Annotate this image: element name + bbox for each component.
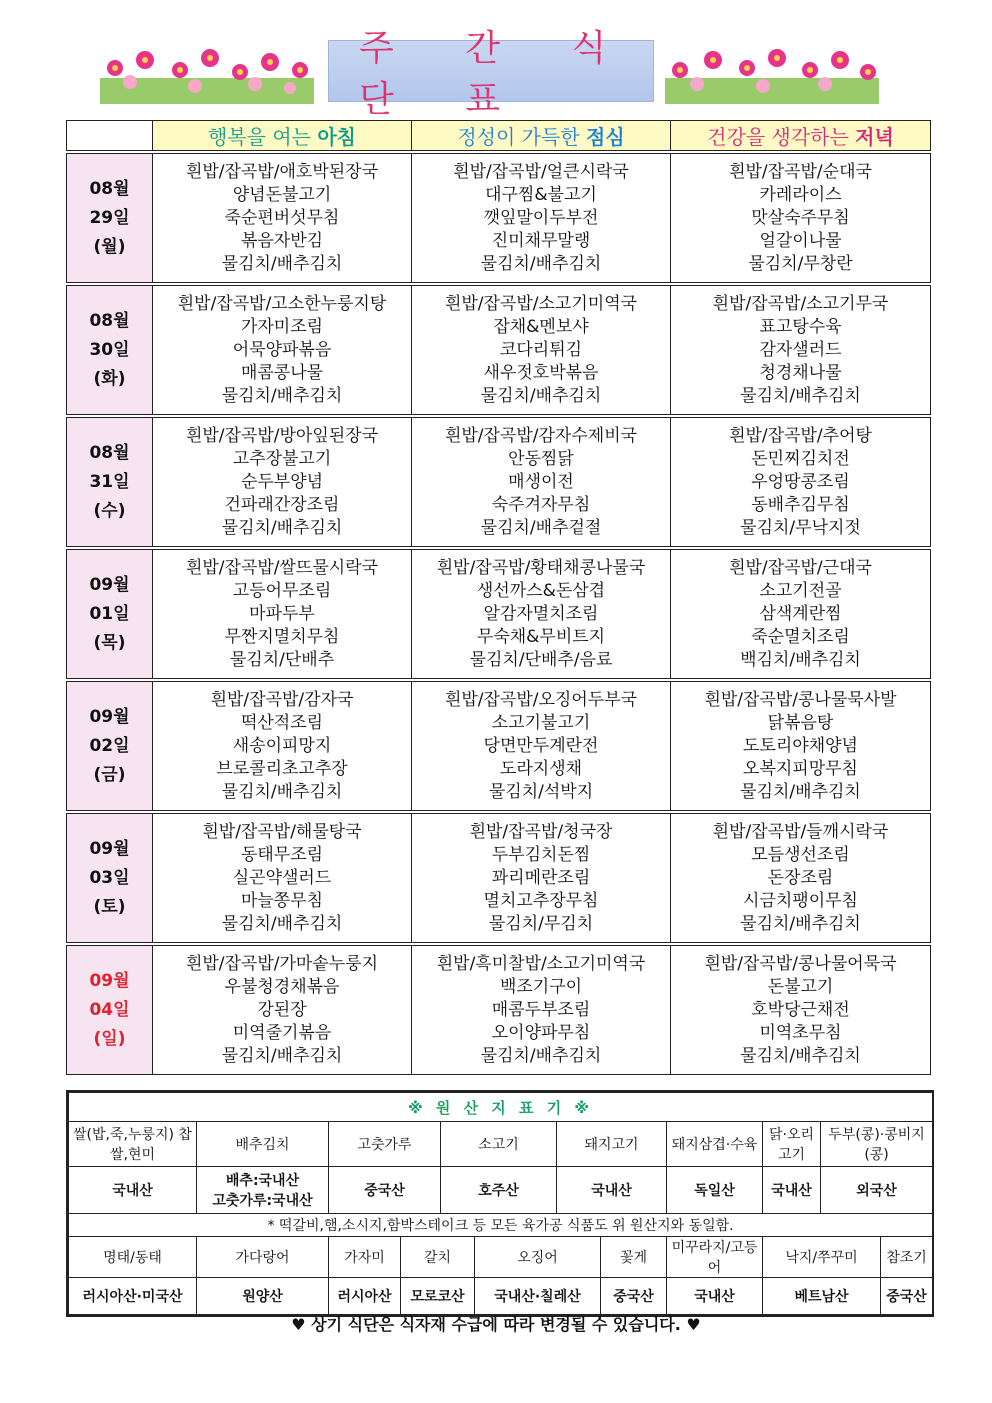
breakfast-header: 행복을 여는 아침 (153, 121, 412, 151)
origin-label: 소고기 (441, 1122, 557, 1167)
menu-item: 물김치/단배추/음료 (469, 649, 613, 670)
menu-item: 생선까스&돈삼겹 (476, 580, 606, 601)
menu-item: 흰밥/잡곡밥/감자수제비국 (444, 425, 638, 446)
menu-item: 흰밥/잡곡밥/해물탕국 (202, 821, 362, 842)
menu-item: 마파두부 (249, 603, 315, 624)
menu-item: 백김치/배추김치 (740, 649, 861, 670)
menu-item: 흰밥/잡곡밥/방아잎된장국 (185, 425, 379, 446)
menu-item: 물김치/배추김치 (221, 1045, 343, 1066)
origin-value: 베트남산 (763, 1278, 881, 1315)
menu-item: 동태무조림 (240, 844, 324, 865)
date-weekday: (화) (93, 368, 126, 389)
menu-item: 꽈리메란조림 (491, 867, 591, 888)
menu-item: 오복지피망무침 (743, 758, 858, 779)
menu-item: 흰밥/잡곡밥/쌀뜨물시락국 (185, 557, 379, 578)
footer-note: ♥ 상기 식단은 식자재 수급에 따라 변경될 수 있습니다. ♥ (291, 1315, 701, 1334)
date-month: 08월 (89, 310, 130, 331)
origin-value-row-1 (69, 1167, 933, 1214)
menu-item: 새송이피망지 (232, 735, 332, 756)
date-month: 09월 (89, 706, 130, 727)
dinner-header: 건강을 생각하는 저녁 (671, 121, 931, 151)
menu-item: 떡산적조림 (240, 712, 324, 733)
menu-item: 흰밥/잡곡밥/청국장 (469, 821, 613, 842)
menu-item: 흰밥/잡곡밥/고소한누룽지탕 (177, 293, 387, 314)
menu-item: 돈민찌김치전 (751, 448, 850, 469)
menu-item: 강된장 (257, 999, 307, 1020)
origin-label: 돼지고기 (557, 1122, 667, 1167)
lunch-cell (412, 154, 671, 283)
menu-item: 모듬생선조림 (751, 844, 850, 865)
day-row (67, 286, 931, 415)
menu-item: 흰밥/잡곡밥/가마솥누룽지 (185, 953, 379, 974)
origin-value: 국내산 (667, 1278, 763, 1315)
dinner-cell (671, 418, 931, 547)
menu-item: 두부김치돈찜 (491, 844, 591, 865)
origin-value: 중국산 (601, 1278, 667, 1315)
menu-item: 양념돈불고기 (232, 184, 332, 205)
origin-value: 호주산 (441, 1167, 557, 1214)
menu-item: 돈불고기 (767, 976, 834, 997)
lunch-cell (412, 946, 671, 1075)
breakfast-cell (153, 682, 412, 811)
menu-item: 볶음자반김 (240, 230, 324, 251)
origin-value: 국내산·칠레산 (475, 1278, 601, 1315)
origin-label-row-2 (69, 1237, 933, 1278)
date-day: 01일 (89, 603, 130, 624)
menu-item: 숙주겨자무침 (491, 494, 591, 515)
menu-item: 미역줄기볶음 (232, 1022, 332, 1043)
date-cell (67, 550, 153, 679)
date-day: 03일 (89, 867, 130, 888)
menu-item: 순두부양념 (240, 471, 324, 492)
date-weekday: (금) (93, 764, 126, 785)
breakfast-cell (153, 550, 412, 679)
menu-item: 맛살숙주무침 (751, 207, 850, 228)
date-day: 29일 (89, 207, 130, 228)
date-day: 02일 (89, 735, 130, 756)
menu-item: 흰밥/잡곡밥/애호박된장국 (185, 161, 379, 182)
menu-item: 흰밥/잡곡밥/소고기미역국 (444, 293, 638, 314)
origin-label: 고춧가루 (329, 1122, 441, 1167)
menu-item: 죽순편버섯무침 (224, 207, 340, 228)
menu-item: 브로콜리초고추장 (216, 758, 348, 779)
origin-label: 돼지삼겹·수육 (667, 1122, 763, 1167)
menu-item: 흰밥/잡곡밥/얼큰시락국 (453, 161, 629, 182)
menu-item: 고등어무조림 (232, 580, 332, 601)
dinner-cell (671, 550, 931, 679)
date-month: 09월 (89, 970, 130, 991)
menu-item: 건파래간장조림 (224, 494, 340, 515)
menu-item: 멸치고추장무침 (483, 890, 599, 911)
day-row (67, 682, 931, 811)
origin-label: 가자미 (329, 1237, 401, 1278)
menu-item: 매콤두부조림 (491, 999, 591, 1020)
origin-value-row-2 (69, 1278, 933, 1315)
menu-item: 물김치/배추김치 (740, 385, 861, 406)
menu-item: 표고탕수육 (759, 316, 842, 337)
menu-item: 당면만두계란전 (483, 735, 599, 756)
lunch-cell (412, 682, 671, 811)
menu-item: 잡채&멘보샤 (493, 316, 589, 337)
day-row (67, 418, 931, 547)
menu-item: 물김치/배추김치 (221, 253, 343, 274)
origin-label: 갈치 (401, 1237, 475, 1278)
date-weekday: (토) (93, 896, 126, 917)
menu-item: 코다리튀김 (499, 339, 583, 360)
breakfast-cell (153, 946, 412, 1075)
menu-item: 마늘쫑무침 (240, 890, 324, 911)
menu-item: 카레라이스 (759, 184, 842, 205)
lunch-cell (412, 418, 671, 547)
menu-item: 흰밥/잡곡밥/추어탕 (729, 425, 872, 446)
menu-item: 물김치/배추김치 (740, 913, 861, 934)
breakfast-cell (153, 154, 412, 283)
origin-value: 중국산 (881, 1278, 933, 1315)
menu-item: 우불청경채볶음 (224, 976, 340, 997)
menu-item: 무숙채&무비트지 (476, 626, 606, 647)
weekly-menu-table (66, 120, 931, 1075)
origin-label: 두부(콩)·콩비지(콩) (821, 1122, 933, 1167)
date-weekday: (월) (93, 236, 126, 257)
menu-item: 대구찜&불고기 (485, 184, 597, 205)
menu-item: 닭볶음탕 (767, 712, 834, 733)
menu-item: 흰밥/잡곡밥/소고기무국 (712, 293, 889, 314)
date-month: 09월 (89, 838, 130, 859)
menu-item: 어묵양파볶음 (232, 339, 332, 360)
menu-item: 흰밥/잡곡밥/콩나물어묵국 (704, 953, 897, 974)
menu-item: 흰밥/잡곡밥/들깨시락국 (712, 821, 889, 842)
menu-item: 얼갈이나물 (759, 230, 842, 251)
date-weekday: (수) (93, 500, 126, 521)
menu-item: 흰밥/잡곡밥/오징어두부국 (444, 689, 638, 710)
menu-item: 알감자멸치조림 (483, 603, 599, 624)
menu-item: 물김치/배추김치 (480, 253, 602, 274)
date-cell (67, 286, 153, 415)
date-day: 30일 (89, 339, 130, 360)
origin-value: 러시아산 (329, 1278, 401, 1315)
menu-item: 무짠지멸치무침 (224, 626, 340, 647)
date-cell (67, 814, 153, 943)
origin-label: 닭·오리고기 (763, 1122, 821, 1167)
date-month: 08월 (89, 442, 130, 463)
menu-item: 흰밥/잡곡밥/순대국 (729, 161, 872, 182)
date-cell (67, 154, 153, 283)
menu-item: 호박당근채전 (751, 999, 850, 1020)
menu-item: 물김치/배추겉절 (480, 517, 602, 538)
menu-item: 물김치/배추김치 (221, 385, 343, 406)
lunch-header: 정성이 가득한 점심 (412, 121, 671, 151)
menu-item: 흰밥/잡곡밥/감자국 (210, 689, 354, 710)
menu-item: 죽순멸치조림 (751, 626, 850, 647)
menu-item: 물김치/배추김치 (480, 1045, 602, 1066)
date-weekday: (일) (93, 1028, 126, 1049)
menu-item: 안동찜닭 (508, 448, 574, 469)
menu-header-row (67, 121, 931, 151)
menu-item: 깻잎말이두부전 (483, 207, 599, 228)
origin-title: ※ 원 산 지 표 기 ※ (69, 1093, 933, 1122)
menu-item: 흰밥/잡곡밥/근대국 (729, 557, 872, 578)
menu-item: 오이양파무침 (491, 1022, 591, 1043)
origin-label: 오징어 (475, 1237, 601, 1278)
origin-value: 중국산 (329, 1167, 441, 1214)
breakfast-cell (153, 418, 412, 547)
origin-value: 국내산 (69, 1167, 197, 1214)
menu-item: 청경채나물 (759, 362, 842, 383)
menu-item: 물김치/배추김치 (740, 781, 861, 802)
date-month: 09월 (89, 574, 130, 595)
menu-body (67, 151, 931, 1075)
menu-item: 물김치/무김치 (488, 913, 594, 934)
menu-item: 진미채무말랭 (491, 230, 591, 251)
dinner-cell (671, 946, 931, 1075)
date-month: 08월 (89, 178, 130, 199)
origin-value-kimchi: 배추:국내산 고춧가루:국내산 (197, 1167, 329, 1214)
menu-item: 흰밥/흑미찰밥/소고기미역국 (436, 953, 646, 974)
date-cell (67, 946, 153, 1075)
origin-table (68, 1092, 933, 1315)
page-title-box (328, 28, 654, 120)
breakfast-cell (153, 286, 412, 415)
origin-label: 낙지/쭈꾸미 (763, 1237, 881, 1278)
lunch-cell (412, 814, 671, 943)
flower-border-left (100, 48, 314, 104)
menu-item: 삼색계란찜 (759, 603, 842, 624)
menu-item: 매생이전 (508, 471, 574, 492)
menu-item: 도토리야채양념 (743, 735, 858, 756)
dinner-cell (671, 814, 931, 943)
menu-item: 물김치/배추김치 (480, 385, 602, 406)
menu-item: 미역초무침 (759, 1022, 842, 1043)
menu-item: 물김치/배추김치 (221, 781, 343, 802)
lunch-cell (412, 550, 671, 679)
origin-value: 러시아산·미국산 (69, 1278, 197, 1315)
date-day: 04일 (89, 999, 130, 1020)
origin-value: 외국산 (821, 1167, 933, 1214)
day-row (67, 154, 931, 283)
origin-label: 꽃게 (601, 1237, 667, 1278)
page-title: 주 간 식 단 표 (359, 28, 637, 120)
menu-item: 흰밥/잡곡밥/황태채콩나물국 (436, 557, 646, 578)
menu-item: 고추장불고기 (232, 448, 332, 469)
origin-value: 모로코산 (401, 1278, 475, 1315)
flower-border-right (665, 48, 879, 104)
menu-item: 소고기전골 (759, 580, 842, 601)
menu-item: 물김치/석박지 (488, 781, 594, 802)
menu-item: 돈장조림 (767, 867, 834, 888)
lunch-cell (412, 286, 671, 415)
menu-item: 흰밥/잡곡밥/콩나물묵사발 (704, 689, 897, 710)
date-day: 31일 (89, 471, 130, 492)
menu-item: 물김치/무낙지젓 (740, 517, 861, 538)
origin-value: 원양산 (197, 1278, 329, 1315)
origin-label: 명태/동태 (69, 1237, 197, 1278)
dinner-cell (671, 154, 931, 283)
origin-value: 독일산 (667, 1167, 763, 1214)
menu-item: 소고기불고기 (491, 712, 591, 733)
menu-item: 물김치/배추김치 (221, 913, 343, 934)
menu-item: 물김치/무창란 (748, 253, 853, 274)
menu-item: 동배추김무침 (751, 494, 850, 515)
menu-item: 시금치팽이무침 (743, 890, 858, 911)
date-weekday: (목) (93, 632, 126, 653)
menu-item: 물김치/배추김치 (221, 517, 343, 538)
menu-item: 감자샐러드 (759, 339, 842, 360)
day-row (67, 946, 931, 1075)
origin-label: 참조기 (881, 1237, 933, 1278)
day-row (67, 814, 931, 943)
dinner-cell (671, 682, 931, 811)
menu-item: 가자미조림 (240, 316, 324, 337)
menu-item: 도라지생채 (499, 758, 583, 779)
origin-note: * 떡갈비,햄,소시지,함박스테이크 등 모든 육가공 식품도 위 원산지와 동일함. (69, 1214, 933, 1237)
menu-item: 백조기구이 (499, 976, 583, 997)
menu-item: 새우젓호박볶음 (483, 362, 599, 383)
menu-item: 물김치/단배추 (229, 649, 335, 670)
origin-section (66, 1090, 934, 1317)
menu-item: 물김치/배추김치 (740, 1045, 861, 1066)
menu-item: 우엉땅콩조림 (751, 471, 850, 492)
breakfast-cell (153, 814, 412, 943)
origin-label: 쌀(밥,죽,누룽지) 찹쌀,현미 (69, 1122, 197, 1167)
date-cell (67, 418, 153, 547)
origin-value: 국내산 (763, 1167, 821, 1214)
origin-label: 미꾸라지/고등어 (667, 1237, 763, 1278)
day-row (67, 550, 931, 679)
date-cell (67, 682, 153, 811)
origin-label: 가다랑어 (197, 1237, 329, 1278)
menu-item: 실곤약샐러드 (232, 867, 332, 888)
header (0, 28, 992, 120)
origin-value: 국내산 (557, 1167, 667, 1214)
origin-label-row-1 (69, 1122, 933, 1167)
dinner-cell (671, 286, 931, 415)
menu-item: 매콤콩나물 (240, 362, 324, 383)
origin-label: 배추김치 (197, 1122, 329, 1167)
header-blank-cell (67, 121, 153, 151)
